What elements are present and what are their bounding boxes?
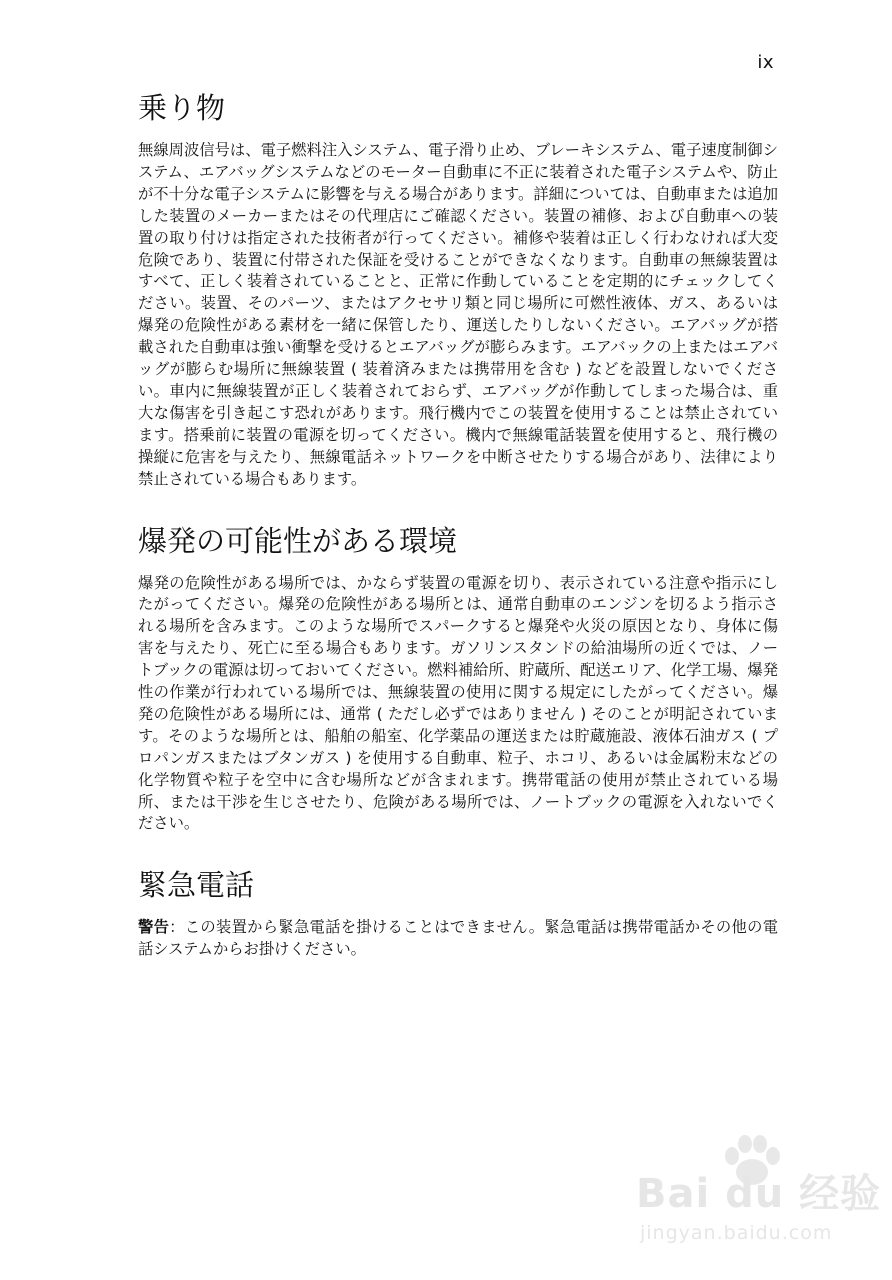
watermark-logo: Bai du 经验 <box>636 1171 882 1217</box>
warning-label: 警告 <box>138 918 170 937</box>
watermark-url: jingyan.baidu.com <box>640 1222 833 1244</box>
section-vehicles <box>138 88 778 491</box>
section-paragraph: 無線周波信号は、電子燃料注入システム、電子滑り止め、ブレーキシステム、電子速度制御システム、エアバッグシステムなどのモーター自動車に不正に装着された電子システムや、防止が不十分な電子システムに影響を与える場合があります。詳細については、自動車または追加した装置のメーカーまたはその代理店にご確認ください。装置の補修、および自動車への装置の取り付けは指定された技術者が行ってください。補修や装着は正しく行わなければ大変危険であり、装置に付帯された保証を受けることができなくなります。自動車の無線装置はすべて、正しく装着されていることと、正常に作動していることを定期的にチェックしてください。装置、そのパーツ、またはアクセサリ類と同じ場所に可燃性液体、ガス、あるいは爆発の危険性がある素材を一緒に保管したり、運送したりしないください。エアバッグが搭載された自動車は強い衝撃を受けるとエアバッグが膨らみます。エアバックの上またはエアバッグが膨らむ場所に無線装置 ( 装着済みまたは携帯用を含む ) などを設置しないでください。車内に無線装置が正しく装着されておらず、エアバッグが作動してしまった場合は、重大な傷害を引き起こす恐れがあります。飛行機内でこの装置を使用することは禁止されています。搭乗前に装置の電源を切ってください。機内で無線電話装置を使用すると、飛行機の操縦に危害を与えたり、無線電話ネットワークを中断させたりする場合があり、法律により禁止されている場合もあります。 <box>138 141 778 488</box>
section-emergency-calls <box>138 865 778 961</box>
page-number: ix <box>757 52 774 73</box>
section-heading: 緊急電話 <box>138 868 255 903</box>
section-paragraph <box>138 917 778 961</box>
section-paragraph: 爆発の危険性がある場所では、かならず装置の電源を切り、表示されている注意や指示にしたがってください。爆発の危険性がある場所とは、通常自動車のエンジンを切るよう指示される場所を含みます。このような場所でスパークすると爆発や火災の原因となり、身体に傷害を与えたり、死亡に至る場合もあります。ガソリンスタンドの給油場所の近くでは、ノートブックの電源は切っておいてください。燃料補給所、貯蔵所、配送エリア、化学工場、爆発性の作業が行われている場所では、無線装置の使用に関する規定にしたがってください。爆発の危険性がある場所には、通常 ( ただし必ずではありません ) そのことが明記されています。そのような場所とは、船舶の船室、化学薬品の運送または貯蔵施設、液体石油ガス ( プロパンガスまたはブタンガス ) を使用する自動車、粒子、ホコリ、あるいは金属粉末などの化学物質や粒子を空中に含む場所などが含まれます。携帯電話の使用が禁止されている場所、または干渉を生じさせたり、危険がある場所では、ノートブックの電源を入れないでください。 <box>138 573 778 833</box>
section-explosive-environment <box>138 521 778 836</box>
section-heading: 爆発の可能性がある環境 <box>138 523 458 558</box>
watermark <box>620 1130 890 1280</box>
section-heading: 乗り物 <box>138 91 226 125</box>
warning-text: ：この装置から緊急電話を掛けることはできません。緊急電話は携帯電話かその他の電話システムからお掛けください。 <box>138 918 778 959</box>
document-body <box>138 88 778 991</box>
